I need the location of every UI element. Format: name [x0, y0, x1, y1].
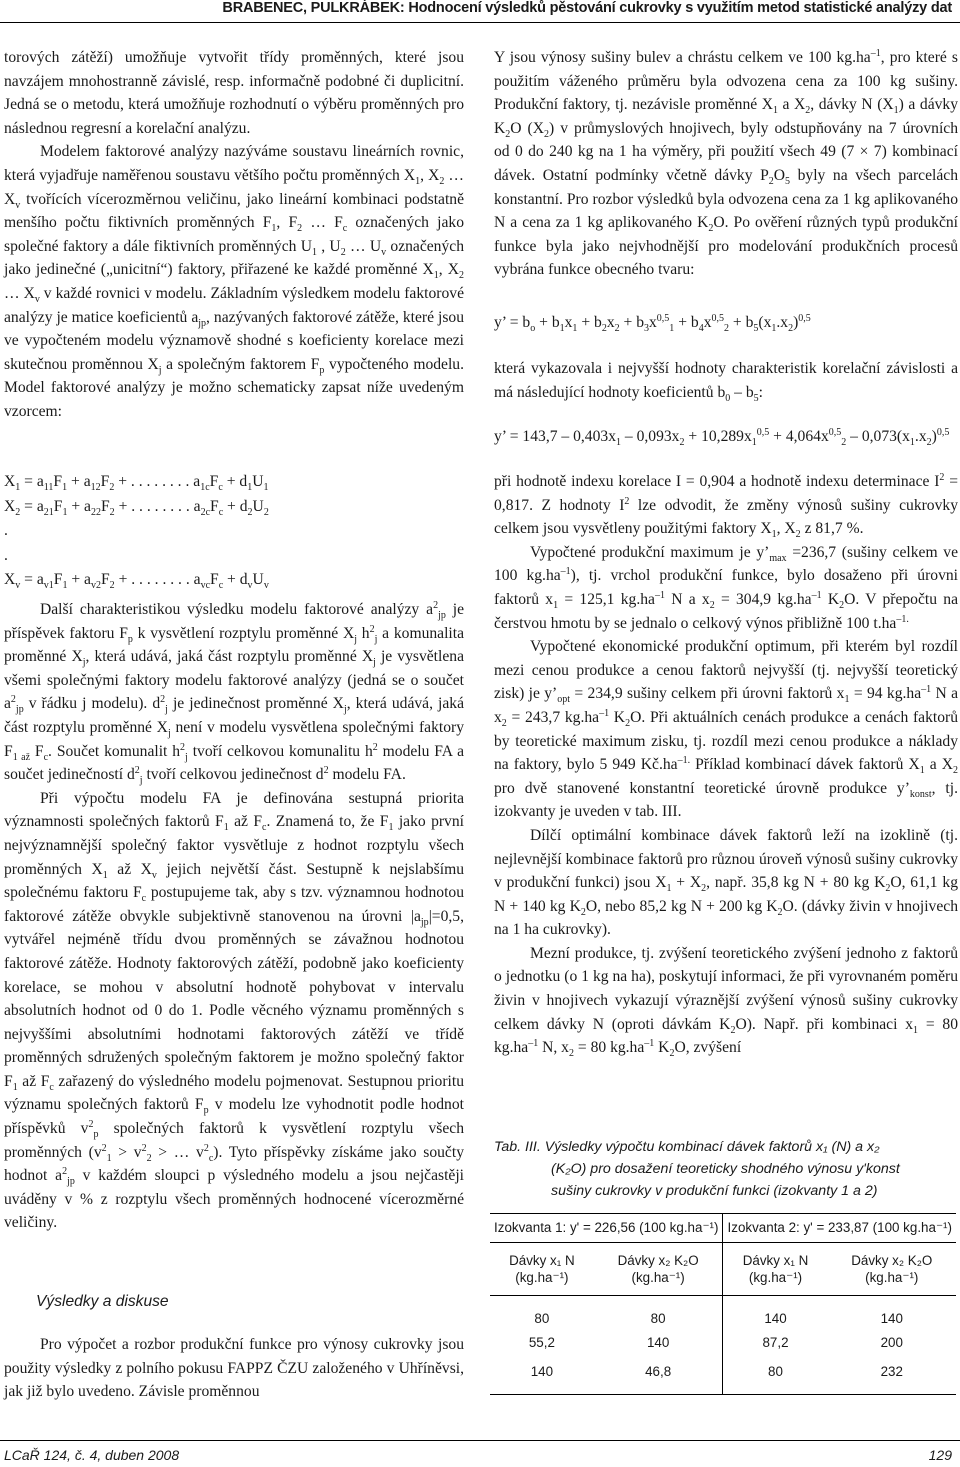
- left-column-text-2: Další charakteristikou výsledku modelu faktorové analýzy $a^2_{jp}$ je příspěvek faktoru $F_p$ k vysvětlení rozptylu proměnné $X_j$ $h^2_j$ a komunalita proměnné $X_j$, která udává, jaká část rozptylu proměnné $X_j$ je vysvětlena všemi společnými faktory modelu faktorové analýzy (jedná se o součet $a^2_{jp}$ v řádku j modelu). $d^2_j$ je jedinečnost proměnné $X_j$, která udává, jaká část rozptylu proměnné $X_j$ není v modelu vysvětlena společnými faktory $F_{1 až}$ $F_c$. Součet komunalit $h^2_j$ tvoří celkovou komunalitu $h^2$ modelu FA a součet jedinečností $d^2_j$ tvoří celkovou jedinečnost $d^2$ modelu FA. Při výpočtu modelu FA je definována sestupná priorita významnosti společných faktorů $F_1$ až $F_c$. Znamená to, že $F_1$ jako první nejvýznamnější společný faktor vysvětluje z hodnot rozptylu všech proměnných $X_1$ až $X_v$ jejich největší část. Sestupně k nejslabšímu společnému faktoru $F_c$ postupujeme tak, aby s tzv. významnou hodnotou faktorové zátěže obvykle subjektivně stanovenou na úrovni $|a_{jp}|=0,5$, vytvářel nejméně třídu dvou proměnných se závažnou hodnotou faktorové zátěže. Hodnoty faktorových zátěží, podobně jako koeficienty korelace, se mohou v absolutní hodnotě pohybovat v intervalu absolutních hodnot od 0 do 1. Podle věcného významu proměnných s nejvyššími absolutními hodnotami faktorových zátěží ve třídě proměnných sdružených společným faktorem je možno společný faktor $F_1$ až $F_c$ zařazený do výsledného modelu pojmenovat. Sestupnou prioritu významu společných faktorů $F_p$ v modelu lze vyhodnotit podle hodnot příspěvků $v^2_p$ společných faktorů k vysvětlení rozptylu všech proměnných ($v^2_1 > v^2_2$ > … $v^2_c$). Tyto příspěvky získáme jako součty hodnot $a^2_{jp}$ v každém sloupci p výsledného modelu a jsou nejčastěji uváděny v % z rozptylu všech proměnných hodnocené vícerozměrné veličiny.: [4, 599, 465, 1232]
- table-col-header-4: [828, 1243, 956, 1296]
- right-column-text-3: při hodnotě indexu korelace I = 0,904 a hodnotě indexu determinace $I^2 = 0,817$. Z hodnoty $I^2$ lze odvodit, že změny výnosů sušiny cukrovky celkem jsou vysvětleny použitými faktory $X_1$, $X_2$ z 81,7 %. Vypočtené produkční maximum je $y’_{max} =236,7$ (sušiny celkem ve 100 $kg.ha^{-1}$), tj. vrchol produkční funkce, bylo dosaženo při úrovni faktorů $x_1 = 125,1$ $kg.ha^{-1}$ N a $x_2 = 304,9$ $kg.ha^{-1}$ $K_2O$. V přepočtu na čerstvou hmotu by se jednalo o celkový výnos přibližně 100 $t.ha^{-1.}$ Vypočtené ekonomické produkční optimum, při kterém byl rozdíl mezi cenou produkce a cenou faktorů nejvyšší (tj. nejvyšší teoretický zisk) je $y’_{opt} = 234,9$ sušiny celkem při úrovni faktorů $x_1 = 94$ $kg.ha^{-1}$ N a $x_2 = 243,7$ $kg.ha^{-1}$ $K_2O$. Při aktuálních cenách produkce a cenách faktorů by teoretické maximum zisku, tj. rozdíl mezi cenou produkce a náklady na faktory, bylo 5 949 $Kč.ha^{-1.}$ Příklad kombinací dávek faktorů $X_1$ a $X_2$ pro dvě stanovené konstantní teoretické úrovně produkce $y’_{konst}$, tj. izokvanty je uveden v tab. III. Dílčí optimální kombinace dávek faktorů leží na izoklině (tj. nejlevnější kombinace faktorů pro různou úroveň výnosů sušiny cukrovky v produkční funkci) jsou $X_1 + X_2$, např. 35,8 kg N + 80 kg $K_2O$, 61,1 kg N + 140 kg $K_2O$, nebo 85,2 kg N + 200 kg $K_2O$. (dávky živin v hnojivech na 1 ha cukrovky). Mezní produkce, tj. zvýšení teoretického zvýšení jednoho z faktorů o jednotku (o 1 kg na ha), poskytují informaci, že při vyrovnaném poměru živin v hnojivech vykazují výraznější zvýšení výnosů sušiny cukrovky celkem dávky N (oproti dávkám $K_2O$). Např. při kombinaci $x_1 = 80$ $kg.ha^{-1}$ N, $x_2 = 80$ $kg.ha^{-1}$ $K_2O$, zvýšení: [494, 471, 959, 1060]
- table-row: [490, 1296, 956, 1331]
- header-rule: [0, 22, 960, 23]
- col-header-unit: (kg.ha⁻¹): [515, 1270, 569, 1285]
- table-group-header-2: Izokvanta 2: y' = 233,87 (100 kg.ha⁻¹): [723, 1214, 956, 1243]
- table-cell: 87,2: [762, 1334, 789, 1350]
- table-cell: 140: [764, 1310, 787, 1326]
- page-number: 129: [928, 1447, 952, 1463]
- right-column-text: Y jsou výnosy sušiny bulev a chrástu celkem ve 100 $kg.ha^{-1}$, pro které s použitím váženého průměru byla odvozena cena za 100 kg sušiny. Produkční faktory, tj. nezávisle proměnné $X_1$ a $X_2$, dávky N $(X_1)$ a dávky $K_2O$ $(X_2)$ v průmyslových hnojivech, byly odstupňovány na 7 úrovních od 0 do 240 kg na 1 ha výměry, při použití všech 49 (7 × 7) kombinací dávek. Ostatní podmínky včetně dávky $P_2O_5$ byly na všech parcelách konstantní. Pro rozbor výsledků byla odvozena cena za 1 kg aplikovaného N a cena za 1 kg aplikovaného $K_2O$. Po ověření různých typů produkční funkce byla jako nejvhodnější pro modelování produkčních procesů vybrána funkce obecného tvaru:: [494, 47, 959, 279]
- factor-model-equations: $X_1 = a_{11}F_1 + a_{12}F_2$ + . . . . . . . . $a_{1c}F_c + d_1U_1$ $X_2 = a_{21}F_1 + a_{22}F_2$ + . . . . . . . . $a_{2c}F_c + d_2U_2$ . . $X_v = a_{v1}F_1 + a_{v2}F_2$ + . . . . . . . . $a_{vc}F_c + d_vU_v$: [4, 473, 269, 592]
- col-header-label: Dávky x₂ K₂O: [617, 1253, 699, 1268]
- table-cell: 80: [594, 1296, 723, 1331]
- col-header-label: Dávky x₁ N: [742, 1253, 809, 1268]
- table-group-header-1: Izokvanta 1: y' = 226,56 (100 kg.ha⁻¹): [490, 1214, 723, 1243]
- right-column-text-2: která vykazovala i nejvyšší hodnoty charakteristik korelační závislosti a má následující hodnoty koeficientů $b_0 - b_5$:: [494, 360, 958, 404]
- section-heading: Výsledky a diskuse: [36, 1293, 169, 1310]
- left-column-text-3: Pro výpočet a rozbor produkční funkce pro výnosy cukrovky jsou použity výsledky z polního pokusu FAPPZ ČZU založeného v Uhříněvsi, jak již bylo uvedeno. Závisle proměnnou: [4, 1336, 464, 1401]
- table-col-header-1: [490, 1243, 594, 1296]
- table-caption: [494, 1136, 960, 1202]
- col-header-unit: (kg.ha⁻¹): [631, 1270, 685, 1285]
- fitted-function-formula: y’ = $143,7 - 0,403x_1 - 0,093x_2 + 10,289x_1^{0,5} + 4,064x^{0,5}_2 - 0,073(x_1.x_2)^{0,5}$: [494, 426, 950, 449]
- table-cell: 140: [490, 1354, 594, 1395]
- col-header-unit: (kg.ha⁻¹): [865, 1270, 919, 1285]
- table-row: [490, 1330, 956, 1354]
- table-row: [490, 1354, 956, 1395]
- table-cell: 55,2: [528, 1334, 555, 1350]
- table-caption-line2: (K₂O) pro dosažení teoreticky shodného výnosu y'konst: [551, 1161, 900, 1177]
- table-cell: 80: [534, 1310, 550, 1326]
- table-col-header-3: [723, 1243, 828, 1296]
- table-caption-line1: Tab. III. Výsledky výpočtu kombinací dávek faktorů x₁ (N) a x₂: [494, 1139, 880, 1155]
- footer-rule: [0, 1440, 960, 1441]
- table-cell: 140: [594, 1330, 723, 1354]
- table-cell: 232: [828, 1354, 956, 1395]
- journal-reference: LCaŘ 124, č. 4, duben 2008: [4, 1447, 180, 1463]
- table-cell: 200: [880, 1334, 903, 1350]
- running-header: BRABENEC, PULKRÁBEK: Hodnocení výsledků pěstování cukrovky s využitím metod statistické analýzy dat: [222, 0, 952, 16]
- col-header-unit: (kg.ha⁻¹): [748, 1270, 803, 1285]
- col-header-label: Dávky x₁ N: [509, 1253, 575, 1268]
- table-cell: 80: [723, 1354, 828, 1395]
- table-caption-line3: sušiny cukrovky v produkční funkci (izokvanty 1 a 2): [551, 1183, 878, 1199]
- results-table: [490, 1213, 956, 1395]
- table-cell: 140: [880, 1310, 903, 1326]
- col-header-label: Dávky x₂ K₂O: [851, 1253, 933, 1268]
- table-cell: 46,8: [594, 1354, 723, 1395]
- table-col-header-2: [594, 1243, 723, 1296]
- left-column-text: torových zátěží) umožňuje vytvořit třídy proměnných, které jsou navzájem mnohostranně závislé, resp. informačně podobné či duplicitní. Jedná se o metodu, která umožňuje rozhodnutí o výběru proměnných pro následnou regresní a korelační analýzu. Modelem faktorové analýzy nazýváme soustavu lineárních rovnic, která vyjadřuje naměřenou soustavu většího počtu proměnných $X_1$, $X_2$ … $X_v$ tvořících vícerozměrnou veličinu, jako lineární kombinaci podstatně menšího počtu fiktivních proměnných $F_1$, $F_2$ … $F_c$ označených jako společné faktory a dále fiktivních proměnných $U_1$ , $U_2$ … $U_v$ označených jako jedinečné („unicitní“) faktory, přiřazené ke každé proměnné $X_1$, $X_2$ … $X_v$ v každé rovnici v modelu. Základním výsledkem modelu faktorové analýzy je matice koeficientů $a_{jp}$, nazývaných faktorové zátěže, které jsou ve vypočteném modelu významově shodné s koeficienty korelace mezi skutečnou proměnnou $X_j$ a společným faktorem $F_p$ vypočteného modelu. Model faktorové analýzy je možno schematicky zapsat níže uvedeným vzorcem:: [4, 49, 465, 420]
- general-function-formula: y’ = $b_o + b_1x_1 + b_2x_2 + b_3x^{0,5}_1 + b_4x^{0,5}_2 + b_5(x_1.x_2)^{0,5}$: [494, 312, 811, 335]
